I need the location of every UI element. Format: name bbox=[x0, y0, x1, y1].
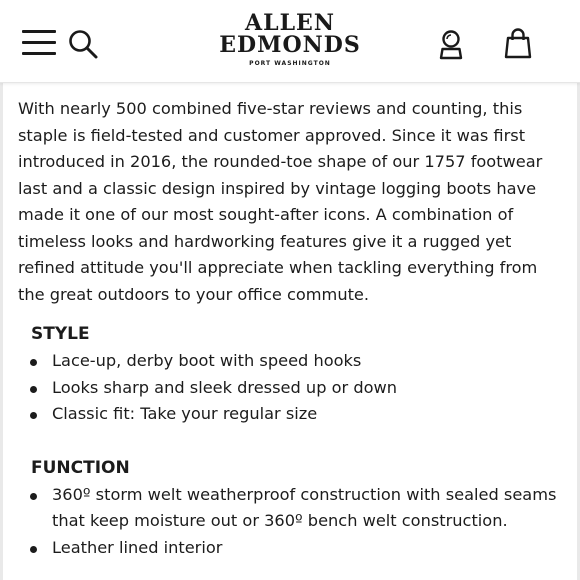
site-header bbox=[0, 0, 580, 83]
list-item: Classic fit: Take your regular size bbox=[52, 401, 566, 428]
brand-logo[interactable] bbox=[190, 12, 390, 67]
list-item: Leather lined interior bbox=[52, 535, 566, 562]
menu-bar bbox=[22, 41, 56, 44]
logo-subtitle: PORT WASHINGTON bbox=[249, 60, 331, 67]
logo-line1: ALLEN bbox=[245, 10, 335, 36]
list-item: 360º storm welt weatherproof construction with sealed seams that keep moisture out or 360º bench welt construction. bbox=[52, 482, 566, 535]
shopping-bag-icon[interactable] bbox=[500, 25, 536, 61]
menu-bar bbox=[22, 30, 56, 33]
section-spacer bbox=[18, 428, 566, 456]
description-paragraph: With nearly 500 combined five-star reviews and counting, this staple is field-tested and customer approved. Since it was first introduced in 2016, the rounded-toe shape of our 1757 footwear last and a classic design inspired by vintage logging boots have made it one of our most sought-after icons. A combination of timeless looks and hardworking features give it a rugged yet refined attitude you'll appreciate when tackling everything from the great outdoors to your office commute. bbox=[18, 99, 543, 304]
function-heading: FUNCTION bbox=[31, 457, 130, 478]
menu-bar bbox=[22, 52, 56, 55]
account-icon[interactable] bbox=[434, 27, 468, 61]
product-description bbox=[18, 96, 566, 561]
list-item: Looks sharp and sleek dressed up or down bbox=[52, 375, 566, 402]
menu-icon[interactable] bbox=[22, 30, 56, 56]
list-item: Lace-up, derby boot with speed hooks bbox=[52, 348, 566, 375]
logo-line2: EDMONDS bbox=[219, 32, 361, 58]
partially-hidden-rating: ˙˙˙˙ bbox=[30, 82, 60, 90]
style-heading: STYLE bbox=[31, 324, 90, 344]
search-icon[interactable] bbox=[66, 27, 100, 61]
function-list bbox=[18, 482, 566, 562]
style-list bbox=[18, 348, 566, 428]
